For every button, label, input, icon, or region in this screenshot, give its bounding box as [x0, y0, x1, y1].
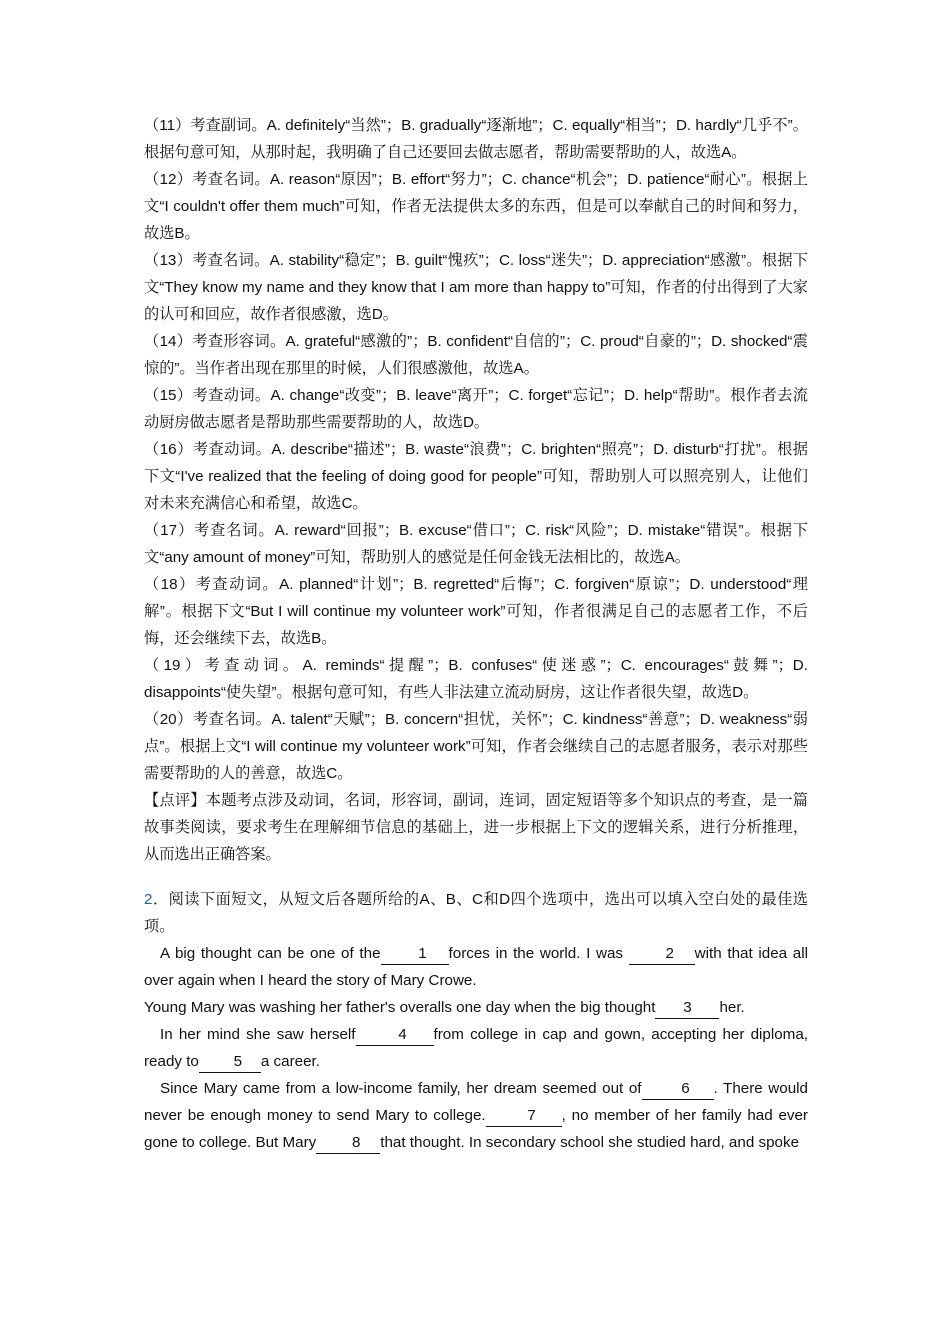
passage-text: . There would never be enough money to send Mary to college.: [144, 1080, 808, 1124]
explanation-15: （15）考查动词。A. change“改变”；B. leave“离开”；C. forget“忘记”；D. help“帮助”。根作者去流动厨房做志愿者是帮助那些需要帮助的人，故选D。: [144, 387, 808, 431]
passage-paragraph-4: [144, 1075, 808, 1156]
question-number: 2: [144, 891, 153, 908]
passage-text: Since Mary came from a low-income family, her dream seemed out of: [160, 1080, 642, 1097]
passage-paragraph-3: [144, 1021, 808, 1075]
blank-3: 3: [655, 998, 719, 1019]
passage-paragraph-2: [144, 994, 808, 1021]
explanation-18: （18）考查动词。A. planned“计划”；B. regretted“后悔”；C. forgiven“原谅”；D. understood“理解”。根据下文“But I will continue my volunteer work”可知，作者很满足自己的志愿者工作，不后悔，还会继续下去，故选B。: [144, 576, 808, 647]
blank-6: 6: [642, 1079, 714, 1100]
passage-text: from college in cap and gown, accepting her diploma, ready to: [144, 1026, 808, 1070]
explanation-12: （12）考查名词。A. reason“原因”；B. effort“努力”；C. chance“机会”；D. patience“耐心”。根据上文“I couldn't offer them much”可知，作者无法提供太多的东西，但是可以奉献自己的时间和努力，故选B。: [144, 171, 808, 242]
passage-text: with that idea all over again when I heard the story of Mary Crowe.: [144, 945, 808, 989]
blank-2: 2: [629, 944, 695, 965]
passage-text: In her mind she saw herself: [160, 1026, 356, 1043]
explanation-14: （14）考查形容词。A. grateful“感激的”；B. confident“自信的”；C. proud“自豪的”；D. shocked“震惊的”。当作者出现在那里的时候，人们很感激他，故选A。: [144, 333, 808, 377]
instruction-text: ．阅读下面短文，从短文后各题所给的A、B、C和D四个选项中，选出可以填入空白处的最佳选项。: [144, 891, 808, 935]
explanation-16: （16）考查动词。A. describe“描述”；B. waste“浪费”；C. brighten“照亮”；D. disturb“打扰”。根据下文“I've realized that the feeling of doing good for people”可知，帮助别人可以照亮别人，让他们对未来充满信心和希望，故选C。: [144, 441, 808, 512]
passage-paragraph-1: [144, 940, 808, 994]
passage-text: that thought. In secondary school she studied hard, and spoke: [380, 1134, 800, 1151]
explanation-13: （13）考查名词。A. stability“稳定”；B. guilt“愧疚”；C. loss“迷失”；D. appreciation“感激”。根据下文“They know my name and they know that I am more than happy to”可知，作者的付出得到了大家的认可和回应，故作者很感激，选D。: [144, 252, 808, 323]
blank-7: 7: [486, 1106, 562, 1127]
blank-5: 5: [199, 1052, 261, 1073]
blank-4: 4: [356, 1025, 434, 1046]
question-2-instruction: [144, 886, 808, 940]
document-page: [144, 112, 808, 1156]
explanation-20: （20）考查名词。A. talent“天赋”；B. concern“担忧，关怀”；C. kindness“善意”；D. weakness“弱点”。根据上文“I will continue my volunteer work”可知，作者会继续自己的志愿者服务，表示对那些需要帮助的人的善意，故选C。: [144, 711, 808, 782]
blank-1: 1: [381, 944, 449, 965]
passage-text: Young Mary was washing her father's overalls one day when the big thought: [144, 999, 656, 1016]
explanation-19: （19）考查动词。A. reminds“提醒”；B. confuses“使迷惑”；C. encourages“鼓舞”；D. disappoints“使失望”。根据句意可知，有些人非法建立流动厨房，这让作者很失望，故选D。: [144, 657, 808, 701]
passage-text: A big thought can be one of the: [160, 945, 381, 962]
blank-8: 8: [316, 1133, 380, 1154]
passage-text: forces in the world. I was: [448, 945, 629, 962]
passage-text: , no member of her family had ever gone to college. But Mary: [144, 1107, 808, 1151]
explanation-17: （17）考查名词。A. reward“回报”；B. excuse“借口”；C. risk“风险”；D. mistake“错误”。根据下文“any amount of money”可知，帮助别人的感觉是任何金钱无法相比的，故选A。: [144, 522, 808, 566]
explanation-11: （11）考查副词。A. definitely“当然”；B. gradually“逐渐地”；C. equally“相当”；D. hardly“几乎不”。根据句意可知，从那时起，我明确了自己还要回去做志愿者，帮助需要帮助的人，故选A。: [144, 117, 808, 161]
passage-text: her.: [719, 999, 745, 1016]
section-gap: [144, 868, 808, 886]
commentary: 【点评】本题考点涉及动词，名词，形容词，副词，连词，固定短语等多个知识点的考查，是一篇故事类阅读，要求考生在理解细节信息的基础上，进一步根据上下文的逻辑关系，进行分析推理，从而选出正确答案。: [144, 792, 808, 863]
passage-text: a career.: [260, 1053, 320, 1070]
